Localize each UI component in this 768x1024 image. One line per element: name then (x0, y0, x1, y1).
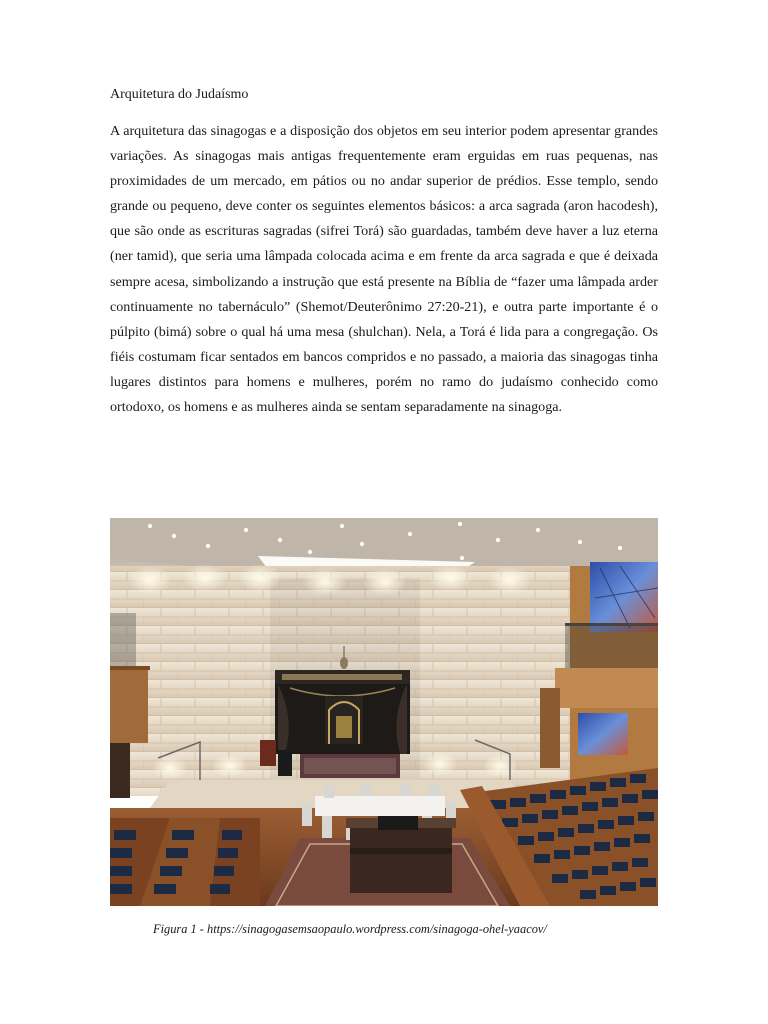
figure-caption: Figura 1 - https://sinagogasemsaopaulo.wordpress.com/sinagoga-ohel-yaacov/ (153, 922, 547, 936)
synagogue-interior-photo (110, 518, 658, 906)
body-paragraph: A arquitetura das sinagogas e a disposição dos objetos em seu interior podem apresentar grandes variações. As sinagogas mais antigas frequentemente eram erguidas em ruas pequenas, nas proximidades de um mercado, em pátios ou no andar superior de prédios. Esse templo, sendo grande ou pequeno, deve conter os seguintes elementos básicos: a arca sagrada (aron hacodesh), que são onde as escrituras sagradas (sifrei Torá) são guardadas, também deve haver a luz eterna (ner tamid), que seria uma lâmpada colocada acima e em frente da arca sagrada e que é deixada sempre acesa, simbolizando a instrução que está presente na Bíblia de “fazer uma lâmpada arder continuamente no tabernáculo” (Shemot/Deuterônimo 27:20-21), e outra parte importante é o púlpito (bimá) sobre o qual há uma mesa (shulchan). Nela, a Torá é lida para a congregação. Os fiéis costumam ficar sentados em bancos compridos e no passado, a maioria das sinagogas tinha lugares distintos para homens e mulheres, porém no ramo do judaísmo conhecido como ortodoxo, os homens e as mulheres ainda se sentam separadamente na sinagoga. (110, 123, 658, 416)
document-title: Arquitetura do Judaísmo (110, 87, 249, 102)
